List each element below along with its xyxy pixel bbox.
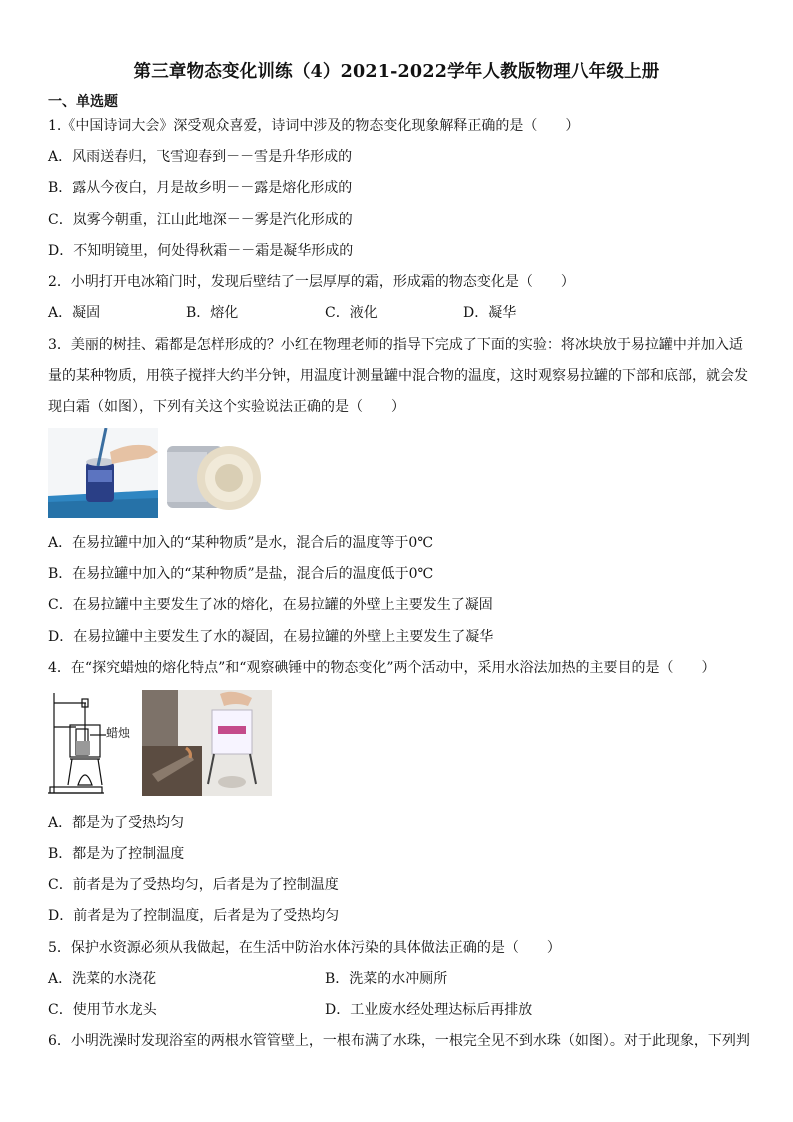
- question-2-option-a[interactable]: A．凝固: [48, 305, 101, 321]
- question-3-stem-line-2: 量的某种物质，用筷子搅拌大约半分钟，用温度计测量罐中混合物的温度，这时观察易拉罐的下部和底部，就会发: [48, 368, 748, 384]
- question-5-option-b[interactable]: B．洗菜的水冲厕所: [325, 971, 448, 987]
- question-4-option-a[interactable]: A．都是为了受热均匀: [48, 815, 185, 831]
- page-title: 第三章物态变化训练（4）2021-2022学年人教版物理八年级上册: [133, 62, 660, 82]
- question-4-option-d[interactable]: D．前者是为了控制温度，后者是为了受热均匀: [48, 908, 340, 924]
- water-bath-apparatus-diagram: [46, 689, 142, 799]
- question-2-option-c[interactable]: C．液化: [325, 305, 378, 321]
- question-1-option-d[interactable]: D．不知明镜里，何处得秋霜－－霜是凝华形成的: [48, 243, 354, 259]
- question-3-option-d[interactable]: D．在易拉罐中主要发生了水的凝固，在易拉罐的外壁上主要发生了凝华: [48, 629, 494, 645]
- question-5-option-c[interactable]: C．使用节水龙头: [48, 1002, 157, 1018]
- question-4-stem: 4．在“探究蜡烛的熔化特点”和“观察碘锤中的物态变化”两个活动中，采用水浴法加热的主要目的是（ ）: [48, 660, 716, 676]
- question-5-option-a[interactable]: A．洗菜的水浇花: [48, 971, 157, 987]
- question-1-option-b[interactable]: B．露从今夜白，月是故乡明－－露是熔化形成的: [48, 180, 353, 196]
- candle-label: 蜡烛: [106, 726, 131, 740]
- question-1-option-c[interactable]: C．岚雾今朝重，江山此地深－－雾是汽化形成的: [48, 212, 353, 228]
- question-2-stem: 2．小明打开电冰箱门时，发现后壁结了一层厚厚的霜，形成霜的物态变化是（ ）: [48, 274, 575, 290]
- question-4-option-c[interactable]: C．前者是为了受热均匀，后者是为了控制温度: [48, 877, 339, 893]
- question-4-option-b[interactable]: B．都是为了控制温度: [48, 846, 185, 862]
- frosted-can-bottom-photo: [167, 440, 263, 516]
- question-5-stem: 5．保护水资源必须从我做起，在生活中防治水体污染的具体做法正确的是（ ）: [48, 940, 561, 956]
- question-3-option-b[interactable]: B．在易拉罐中加入的“某种物质”是盐，混合后的温度低于0℃: [48, 566, 434, 582]
- question-3-stem-line-1: 3．美丽的树挂、霜都是怎样形成的？小红在物理老师的指导下完成了下面的实验：将冰块放于易拉罐中并加入适: [48, 337, 743, 353]
- can-stirring-photo: [48, 428, 158, 518]
- question-1-option-a[interactable]: A．风雨送春归，飞雪迎春到－－雪是升华形成的: [48, 149, 353, 165]
- question-3-option-c[interactable]: C．在易拉罐中主要发生了冰的熔化，在易拉罐的外壁上主要发生了凝固: [48, 597, 493, 613]
- question-2-option-b[interactable]: B．熔化: [186, 305, 239, 321]
- question-3-stem-line-3: 现白霜（如图），下列有关这个实验说法正确的是（ ）: [48, 399, 405, 415]
- section-heading: 一、单选题: [48, 94, 118, 110]
- question-2-option-d[interactable]: D．凝华: [463, 305, 517, 321]
- iodine-hammer-photo: [142, 690, 272, 796]
- question-6-stem: 6．小明洗澡时发现浴室的两根水管管壁上，一根布满了水珠，一根完全见不到水珠（如图）。对于此现象，下列判: [48, 1033, 750, 1049]
- question-3-option-a[interactable]: A．在易拉罐中加入的“某种物质”是水，混合后的温度等于0℃: [48, 535, 433, 551]
- question-5-option-d[interactable]: D．工业废水经处理达标后再排放: [325, 1002, 533, 1018]
- question-1-stem: 1.《中国诗词大会》深受观众喜爱，诗词中涉及的物态变化现象解释正确的是（ ）: [48, 118, 580, 134]
